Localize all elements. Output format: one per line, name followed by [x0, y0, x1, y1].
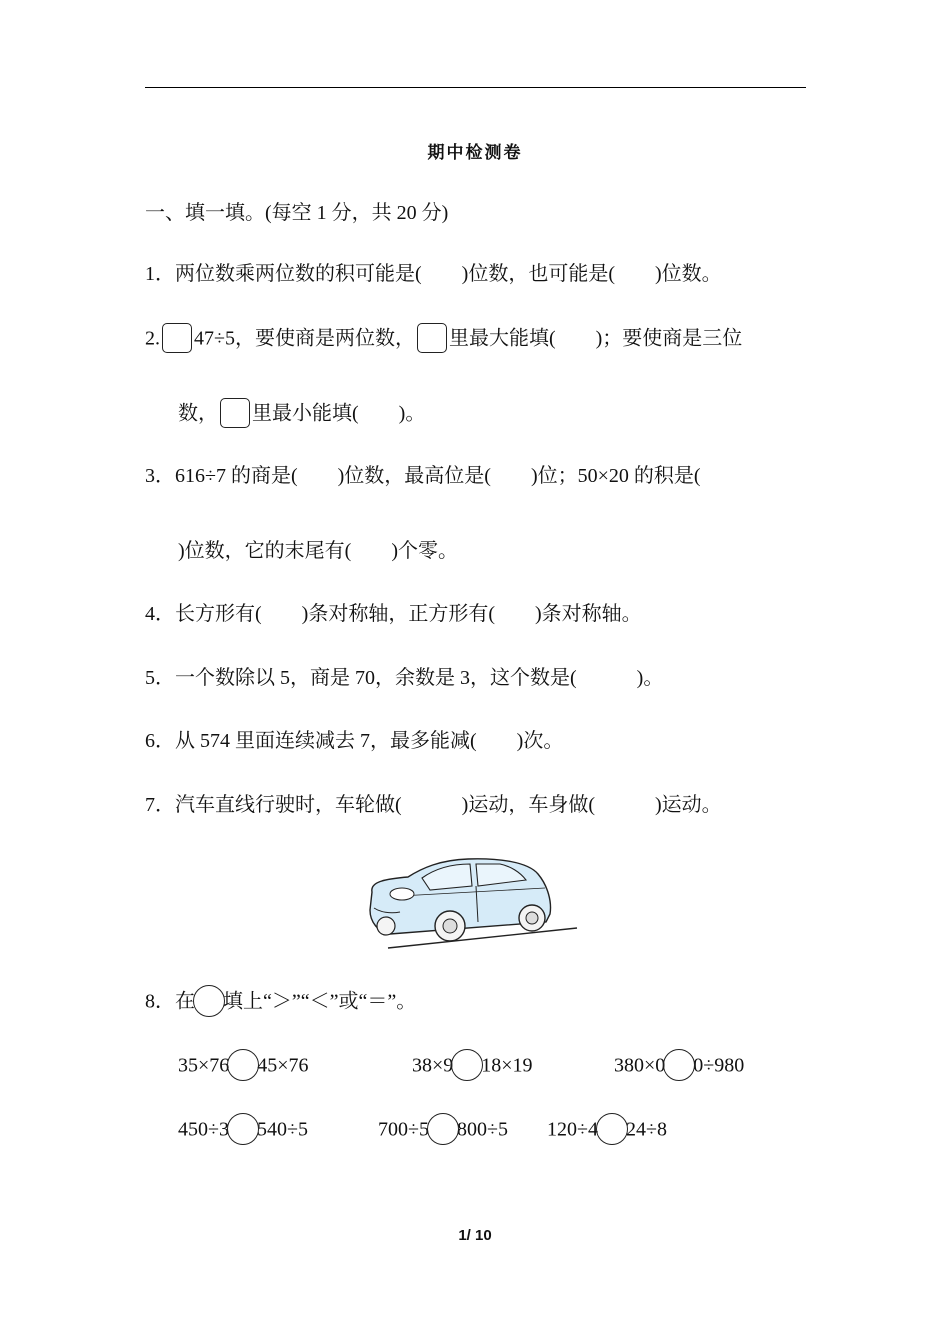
question-8 — [145, 987, 416, 1019]
question-number: 2. — [145, 327, 160, 350]
question-number: 1． — [145, 263, 175, 285]
blank-circle[interactable] — [193, 985, 225, 1017]
question-2 — [145, 325, 742, 355]
expression-left: 38×9 — [412, 1054, 454, 1077]
question-text: 里最小能填( )。 — [252, 402, 426, 425]
question-7 — [145, 792, 722, 818]
question-text: 数， — [178, 402, 218, 425]
comparison-circle[interactable] — [227, 1113, 259, 1145]
blank-square-box[interactable] — [417, 323, 447, 353]
question-3 — [145, 463, 701, 489]
expression-left: 380×0 — [614, 1054, 666, 1077]
question-text: 两位数乘两位数的积可能是( )位数，也可能是( )位数。 — [175, 263, 722, 285]
car-far-wheel — [377, 917, 395, 935]
comparison-circle[interactable] — [596, 1113, 628, 1145]
car-illustration-icon — [360, 852, 580, 952]
question-2-continued — [178, 400, 425, 430]
question-1 — [145, 261, 722, 287]
page-number: 1/ 10 — [458, 1227, 492, 1244]
question-text: 一个数除以 5，商是 70，余数是 3，这个数是( )。 — [175, 667, 664, 689]
question-number: 7． — [145, 794, 175, 816]
question-number: 5． — [145, 667, 175, 689]
comparison-circle[interactable] — [451, 1049, 483, 1081]
question-text: 616÷7 的商是( )位数，最高位是( )位；50×20 的积是( — [175, 465, 701, 487]
question-text: 在 — [175, 990, 195, 1013]
expression-right: 540÷5 — [256, 1118, 308, 1141]
header-rule — [145, 87, 806, 88]
comparison-circle[interactable] — [427, 1113, 459, 1145]
question-3-continued: )位数，它的末尾有( )个零。 — [178, 540, 458, 562]
expression-right: 45×76 — [257, 1054, 309, 1077]
question-text: 填上“＞”“＜”或“＝”。 — [223, 990, 417, 1013]
blank-square-box[interactable] — [162, 323, 192, 353]
section-heading: 一、填一填。(每空 1 分，共 20 分) — [145, 202, 449, 224]
expression-right: 800÷5 — [456, 1118, 508, 1141]
question-number: 6． — [145, 730, 175, 752]
page-title: 期中检测卷 — [427, 143, 523, 163]
comparison-item — [178, 1115, 308, 1147]
expression-right: 18×19 — [481, 1054, 533, 1077]
comparison-item — [178, 1051, 309, 1083]
expression-left: 120÷4 — [547, 1118, 598, 1141]
question-text: 里最大能填( )；要使商是三位 — [448, 327, 743, 350]
expression-left: 35×76 — [178, 1054, 230, 1077]
comparison-circle[interactable] — [663, 1049, 695, 1081]
expression-left: 700÷5 — [378, 1118, 429, 1141]
comparison-item — [412, 1051, 533, 1083]
question-text: 长方形有( )条对称轴，正方形有( )条对称轴。 — [175, 603, 642, 625]
question-text: 从 574 里面连续减去 7，最多能减( )次。 — [175, 730, 564, 752]
question-text: 47÷5，要使商是两位数， — [194, 327, 415, 350]
car-headlight — [390, 888, 414, 900]
question-5 — [145, 665, 663, 691]
question-4 — [145, 601, 642, 627]
question-6 — [145, 728, 563, 754]
comparison-item — [614, 1051, 744, 1083]
question-number: 4． — [145, 603, 175, 625]
blank-square-box[interactable] — [220, 398, 250, 428]
expression-right: 24÷8 — [625, 1118, 667, 1141]
expression-right: 0÷980 — [693, 1054, 745, 1077]
comparison-item — [378, 1115, 508, 1147]
comparison-item — [547, 1115, 667, 1147]
car-front-hub — [443, 919, 457, 933]
car-rear-hub — [526, 912, 538, 924]
question-number: 3． — [145, 465, 175, 487]
question-number: 8． — [145, 990, 175, 1013]
question-text: 汽车直线行驶时，车轮做( )运动，车身做( )运动。 — [175, 794, 722, 816]
comparison-circle[interactable] — [227, 1049, 259, 1081]
expression-left: 450÷3 — [178, 1118, 229, 1141]
